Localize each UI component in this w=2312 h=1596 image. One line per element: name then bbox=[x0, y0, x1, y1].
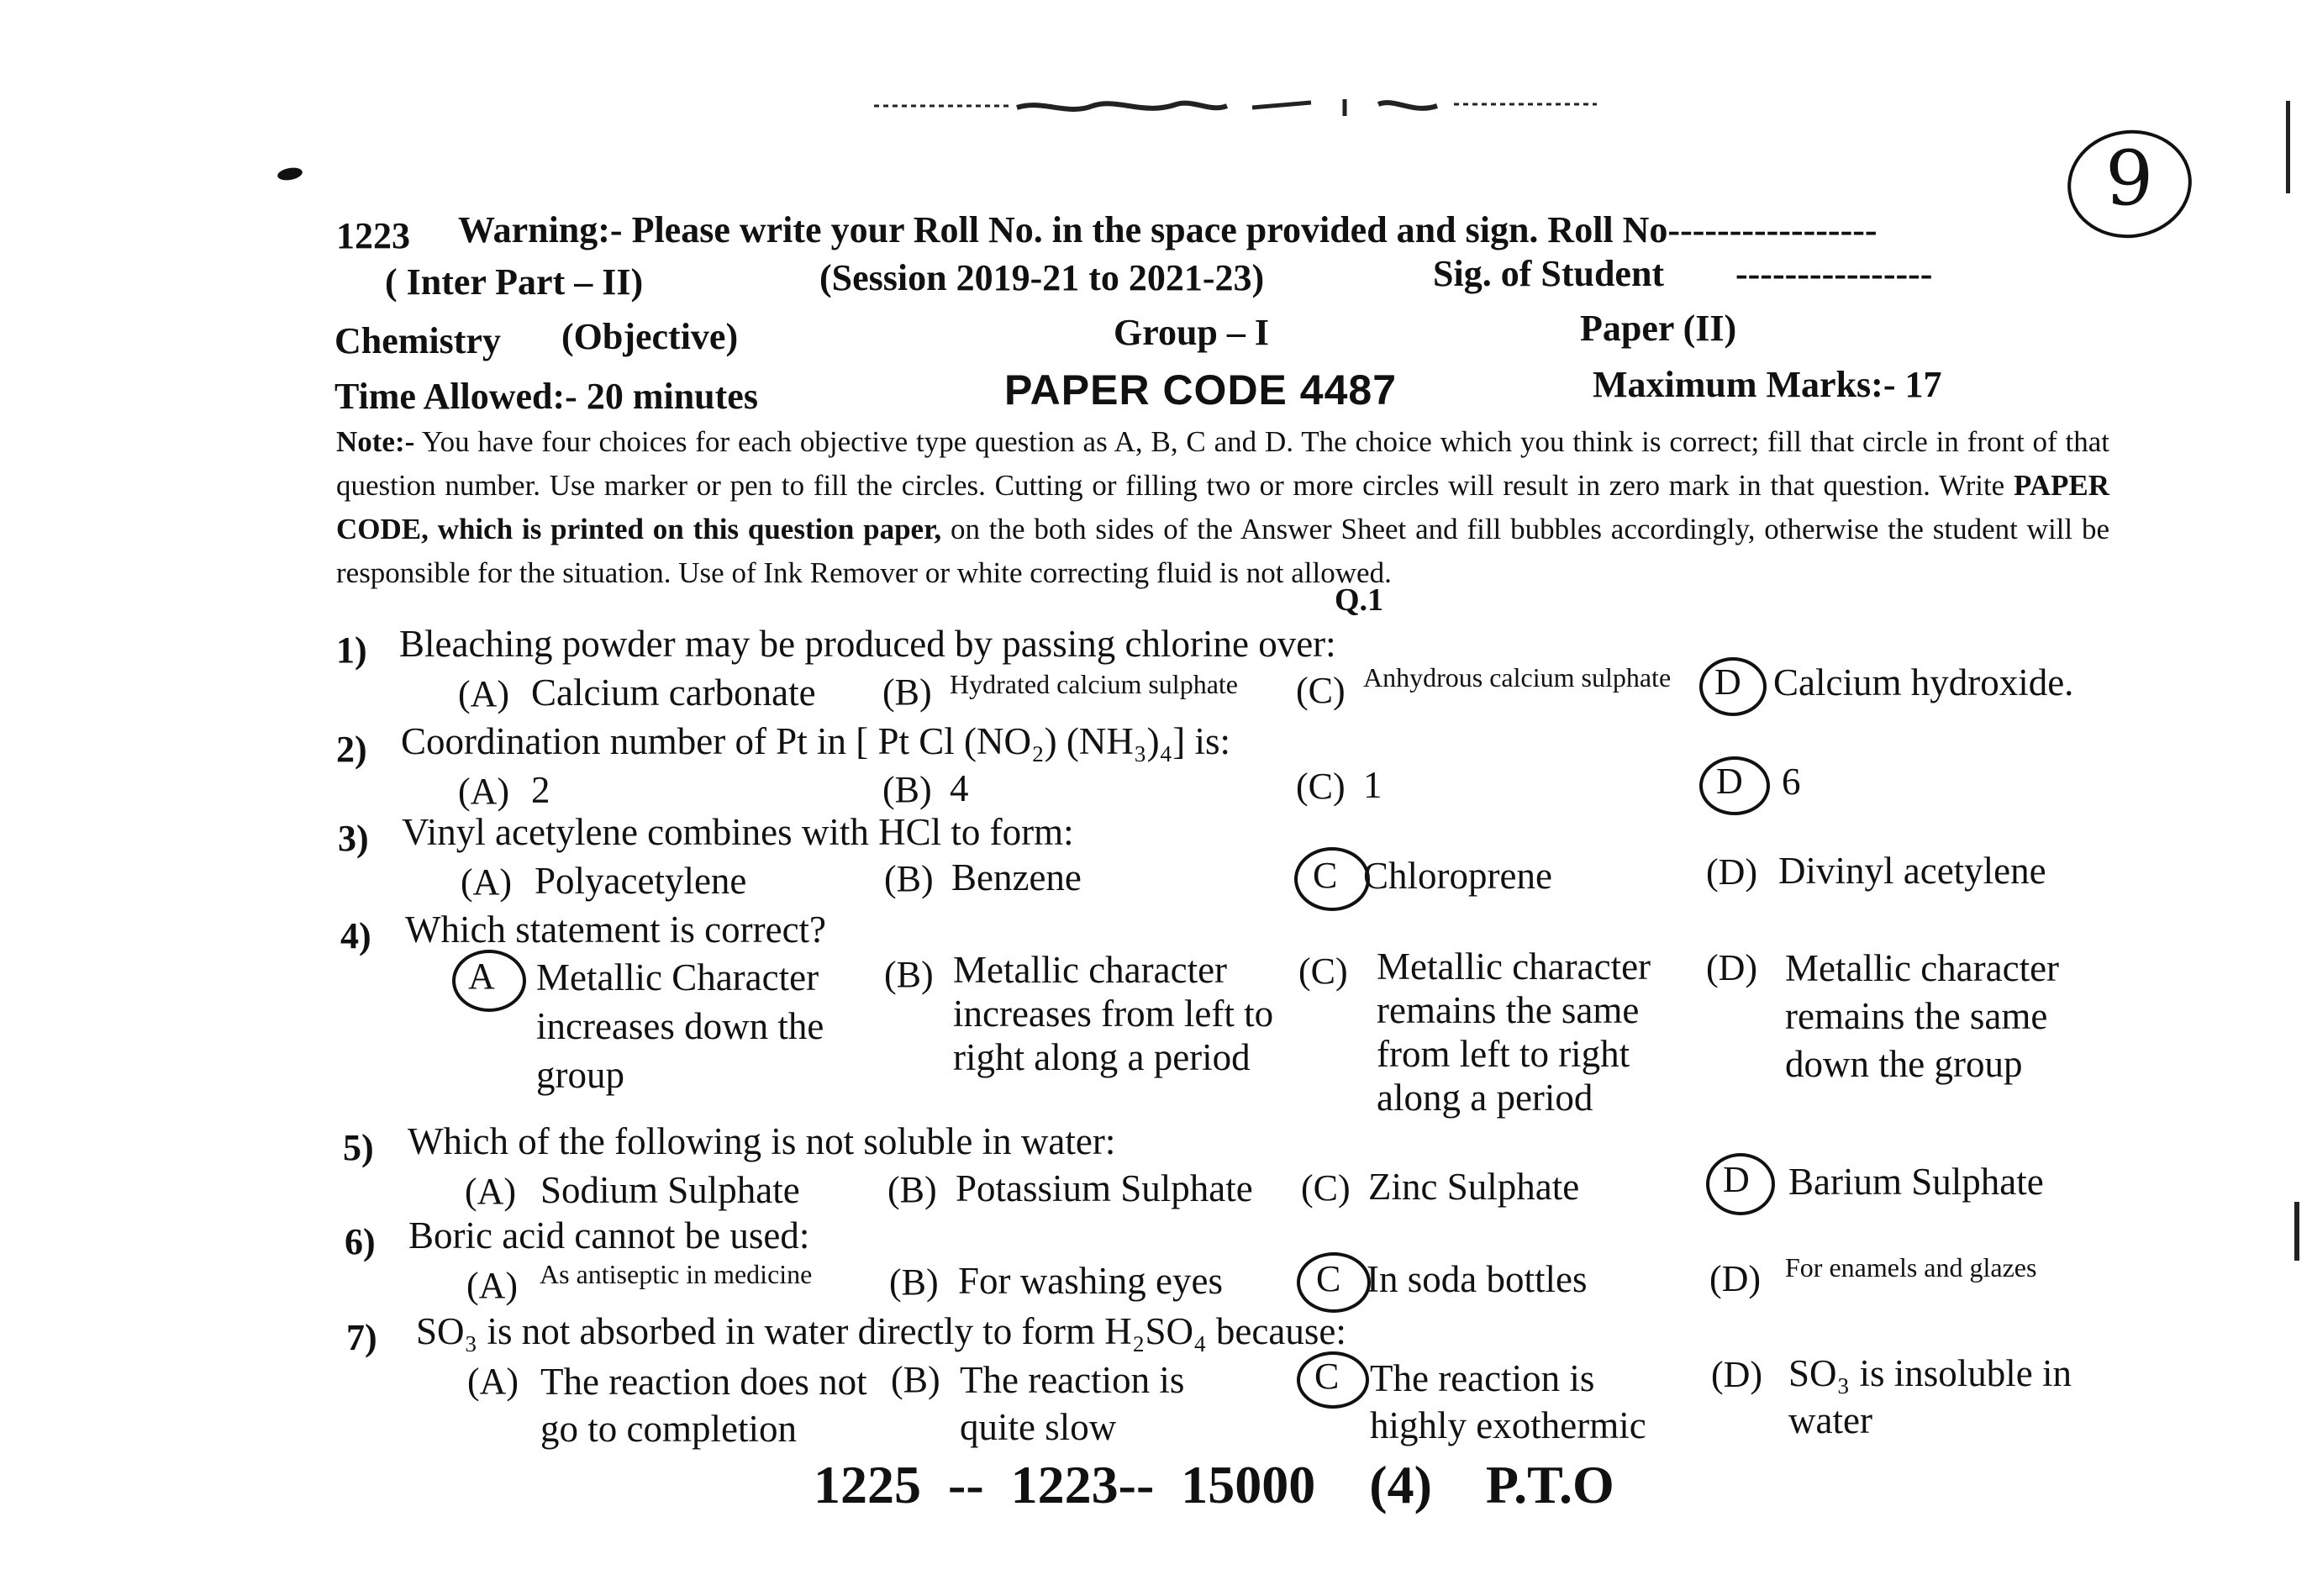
option-letter: D bbox=[1723, 1159, 1750, 1200]
option-text: The reaction is highly exothermic bbox=[1370, 1357, 1646, 1446]
option-text: Polyacetylene bbox=[535, 860, 747, 902]
question-number: 5) bbox=[343, 1127, 374, 1168]
option-letter: C bbox=[1316, 1258, 1341, 1299]
top-scribble bbox=[874, 91, 1597, 124]
option-letter: (D) bbox=[1709, 1258, 1762, 1299]
option-letter: (B) bbox=[884, 954, 934, 995]
option-letter: (B) bbox=[882, 769, 932, 810]
option-text: 1 bbox=[1363, 764, 1382, 806]
margin-mark bbox=[2286, 101, 2300, 193]
header-code-number: 1223 bbox=[336, 215, 410, 256]
question-number: 4) bbox=[340, 915, 371, 956]
group-label: Group – I bbox=[1114, 312, 1270, 353]
time-allowed: Time Allowed:- 20 minutes bbox=[334, 376, 758, 417]
footer-line: 1225 -- 1223-- 15000 (4) P.T.O bbox=[814, 1455, 1614, 1514]
paper-label: Paper (II) bbox=[1580, 308, 1737, 349]
signature-line: ---------------- bbox=[1735, 253, 1933, 294]
option-text: Benzene bbox=[951, 856, 1082, 898]
option-text: Potassium Sulphate bbox=[956, 1167, 1253, 1209]
question-number: 1) bbox=[336, 629, 367, 671]
option-letter: (B) bbox=[889, 1262, 939, 1303]
option-letter: (C) bbox=[1301, 1167, 1351, 1209]
option-letter: (A) bbox=[458, 673, 510, 714]
option-letter: C bbox=[1313, 855, 1338, 896]
option-text: SO₃ is insoluble in water bbox=[1788, 1352, 2072, 1441]
option-text: Anhydrous calcium sulphate bbox=[1363, 662, 1672, 693]
option-letter: (D) bbox=[1711, 1354, 1763, 1395]
roll-warning: Warning:- Please write your Roll No. in the space provided and sign. Roll No----------------- bbox=[458, 209, 1878, 250]
inter-part: ( Inter Part – II) bbox=[385, 261, 644, 303]
option-letter: (B) bbox=[884, 858, 934, 899]
option-letter: A bbox=[468, 956, 495, 997]
option-text: 4 bbox=[950, 767, 969, 809]
option-letter: D bbox=[1716, 761, 1743, 802]
option-text: Metallic character increases from left to right along a period bbox=[953, 949, 1274, 1078]
option-text: Divinyl acetylene bbox=[1778, 850, 2046, 892]
paper-code: PAPER CODE 4487 bbox=[1004, 366, 1398, 413]
option-text: Calcium carbonate bbox=[531, 672, 816, 714]
option-text: Sodium Sulphate bbox=[540, 1169, 800, 1211]
note-label: Note:- bbox=[336, 425, 415, 458]
option-text: Metallic character remains the same down the group bbox=[1785, 947, 2060, 1085]
session: (Session 2019-21 to 2021-23) bbox=[819, 257, 1265, 298]
question-text: Coordination number of Pt in [ Pt Cl (NO₂) (NH₃)₄] is: bbox=[401, 720, 1230, 762]
option-letter: (B) bbox=[887, 1169, 937, 1210]
option-text: For enamels and glazes bbox=[1785, 1252, 2037, 1283]
subject: Chemistry bbox=[334, 320, 501, 361]
option-text: As antiseptic in medicine bbox=[540, 1259, 813, 1289]
option-text: In soda bottles bbox=[1367, 1258, 1588, 1300]
option-letter: (D) bbox=[1706, 947, 1758, 988]
page-mark-number: 9 bbox=[2105, 134, 2154, 223]
option-letter: (A) bbox=[467, 1361, 519, 1402]
option-letter: (A) bbox=[461, 861, 513, 903]
option-text: Barium Sulphate bbox=[1788, 1161, 2044, 1203]
question-number: 2) bbox=[336, 729, 367, 770]
option-letter: (A) bbox=[466, 1265, 519, 1306]
option-letter: (A) bbox=[465, 1171, 517, 1212]
option-letter: (A) bbox=[458, 771, 510, 812]
option-letter: (C) bbox=[1296, 766, 1346, 807]
option-text: 6 bbox=[1782, 761, 1801, 803]
student-signature-label: Sig. of Student bbox=[1433, 253, 1665, 294]
option-letter: (C) bbox=[1298, 951, 1348, 992]
objective-label: (Objective) bbox=[561, 316, 739, 357]
option-text: Chloroprene bbox=[1363, 855, 1552, 897]
option-text: The reaction does not go to completion bbox=[540, 1361, 867, 1450]
instructions-note bbox=[336, 420, 2109, 595]
option-letter: (D) bbox=[1706, 851, 1758, 893]
question-number: 7) bbox=[346, 1317, 377, 1358]
note-bold-text: PAPER CODE, which is printed on this question paper, bbox=[336, 469, 2109, 545]
note-text: on the both sides of the Answer Sheet and fill bubbles accordingly, otherwise the student will be responsible for the situation. Use of Ink Remover or white correcting fluid is not allowed. bbox=[336, 513, 2109, 589]
option-text: The reaction is quite slow bbox=[960, 1359, 1185, 1448]
option-letter: D bbox=[1714, 661, 1741, 703]
margin-mark bbox=[276, 166, 303, 182]
option-text: Metallic character remains the same from left to right along a period bbox=[1377, 945, 1651, 1119]
margin-mark bbox=[2294, 1202, 2308, 1261]
option-text: Calcium hydroxide. bbox=[1773, 661, 2074, 703]
option-letter: C bbox=[1314, 1356, 1340, 1397]
question-text: SO₃ is not absorbed in water directly to form H₂SO₄ because: bbox=[416, 1310, 1346, 1352]
option-text: Hydrated calcium sulphate bbox=[950, 669, 1238, 699]
question-group-label: Q.1 bbox=[1335, 582, 1384, 618]
option-letter: (B) bbox=[882, 672, 932, 713]
option-letter: (C) bbox=[1296, 670, 1346, 711]
note-text: You have four choices for each objective type question as A, B, C and D. The choice which you think is correct; fill that circle in front of that question number. Use marker or pen to fill the circles. Cutting or filling two or more circles will result in zero mark in that question. Write bbox=[336, 425, 2109, 502]
question-text: Which of the following is not soluble in water: bbox=[408, 1120, 1116, 1162]
option-text: 2 bbox=[531, 769, 550, 811]
question-number: 3) bbox=[338, 818, 369, 859]
question-text: Which statement is correct? bbox=[405, 909, 827, 951]
question-text: Bleaching powder may be produced by passing chlorine over: bbox=[399, 623, 1336, 665]
question-text: Boric acid cannot be used: bbox=[408, 1214, 810, 1256]
question-text: Vinyl acetylene combines with HCl to form: bbox=[402, 811, 1074, 853]
option-text: For washing eyes bbox=[958, 1260, 1223, 1302]
option-text: Zinc Sulphate bbox=[1368, 1166, 1580, 1208]
option-text: Metallic Character increases down the group bbox=[536, 956, 824, 1096]
maximum-marks: Maximum Marks:- 17 bbox=[1593, 364, 1942, 405]
option-letter: (B) bbox=[891, 1359, 940, 1400]
question-number: 6) bbox=[345, 1221, 376, 1262]
